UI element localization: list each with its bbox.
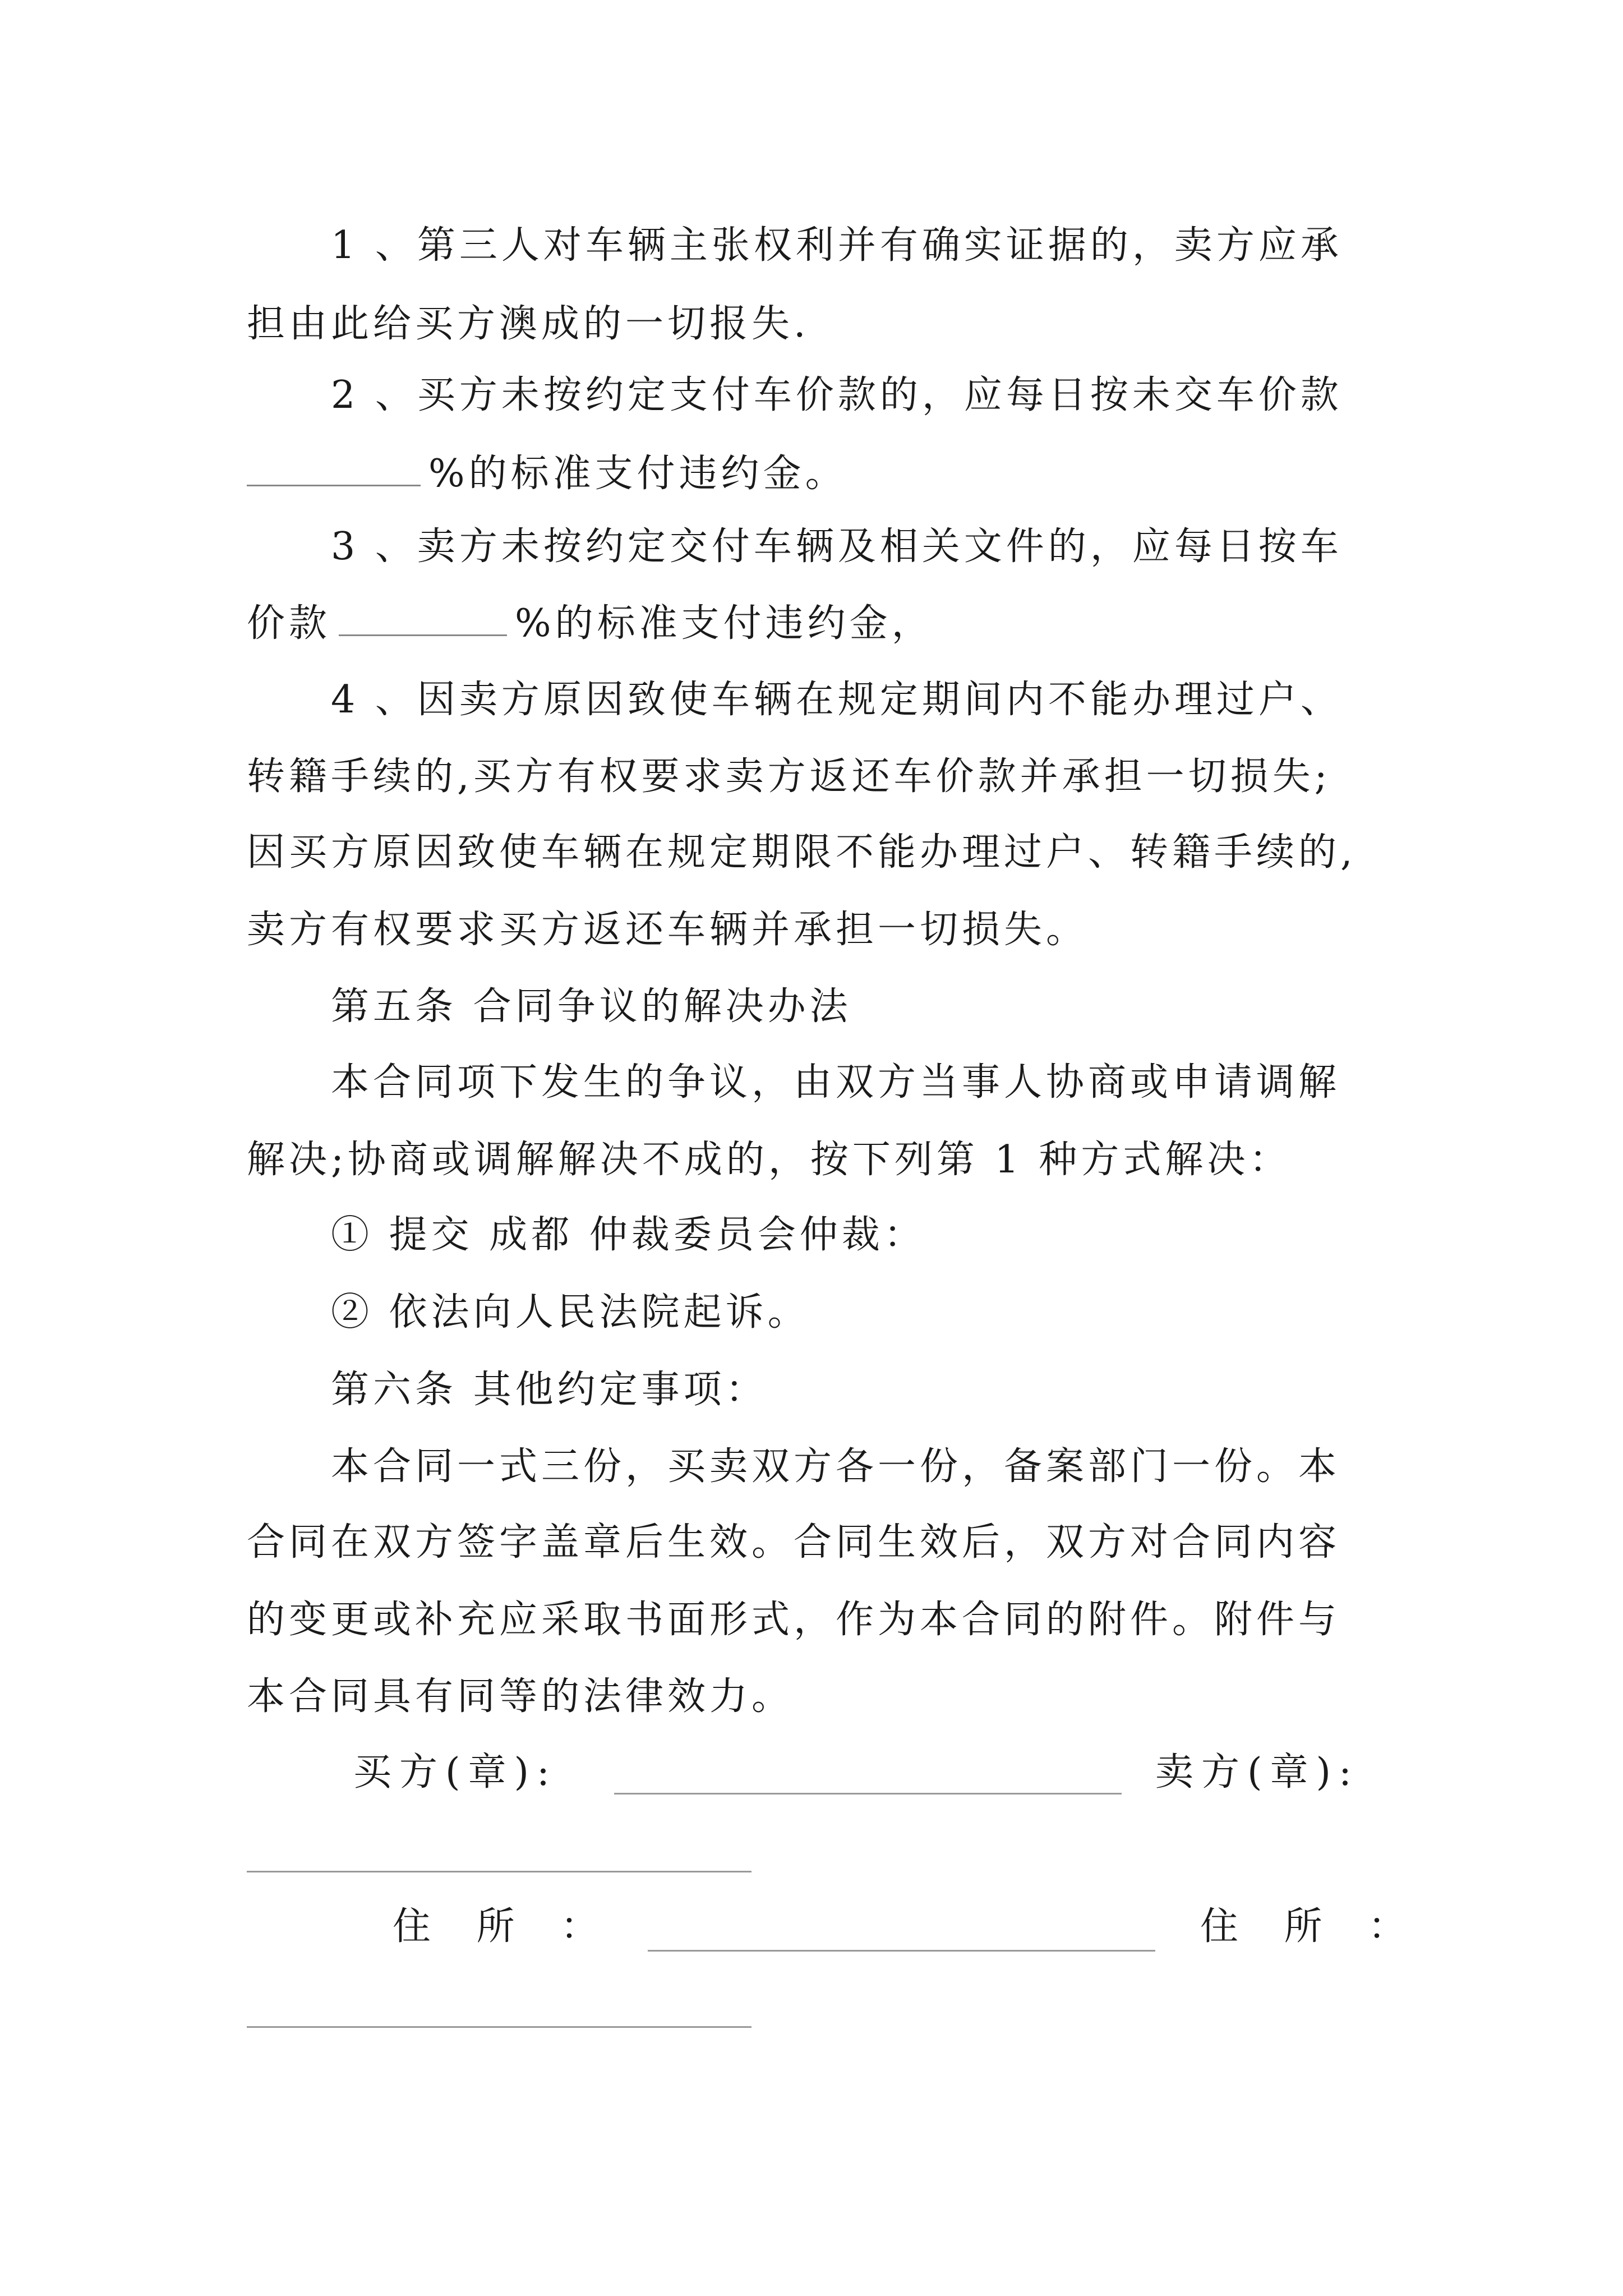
clause6-line1: 本合同一式三份，买卖双方各一份，备案部门一份。本 xyxy=(331,1444,1341,1489)
clause5-option1: ① 提交 成都 仲裁委员会仲裁： xyxy=(331,1213,926,1257)
item4-line1: 4 、因卖方原因致使车辆在规定期间内不能办理过户、 xyxy=(331,678,1343,722)
buyer-seal-line[interactable] xyxy=(614,1793,1122,1795)
buyer-seal-label: 买方(章): xyxy=(353,1750,557,1795)
clause6-line4: 本合同具有同等的法律效力。 xyxy=(247,1674,794,1719)
item3-suffix: %的标准支付违约金， xyxy=(515,601,934,646)
clause6-line3: 的变更或补充应采取书面形式，作为本合同的附件。附件与 xyxy=(247,1598,1341,1642)
item3-line2 xyxy=(247,601,934,646)
buyer-address-line[interactable] xyxy=(648,1950,1155,1952)
item2-line2 xyxy=(247,452,847,496)
item4-line2: 转籍手续的,买方有权要求卖方返还车价款并承担一切损失; xyxy=(247,754,1331,799)
seller-seal-label: 卖方(章): xyxy=(1155,1750,1359,1795)
clause5-title: 第五条 合同争议的解决办法 xyxy=(331,984,852,1029)
seller-address-line[interactable] xyxy=(247,2026,751,2028)
item1-line2: 担由此给买方澳成的一切报失. xyxy=(247,302,810,346)
item3-line1: 3 、卖方未按约定交付车辆及相关文件的，应每日按车 xyxy=(331,524,1343,569)
item4-line4: 卖方有权要求买方返还车辆并承担一切损失。 xyxy=(247,908,1089,952)
item1-line1: 1 、第三人对车辆主张权利并有确实证据的，卖方应承 xyxy=(331,223,1343,268)
item2-line1: 2 、买方未按约定支付车价款的，应每日按未交车价款 xyxy=(331,373,1343,417)
clause5-para-line1: 本合同项下发生的争议，由双方当事人协商或申请调解 xyxy=(331,1060,1341,1105)
seller-address-label: 住 所 ： xyxy=(1200,1904,1423,1949)
clause5-para-line2: 解决;协商或调解解决不成的，按下列第 1 种方式解决： xyxy=(247,1138,1292,1182)
penalty-rate-blank[interactable] xyxy=(247,457,421,486)
buyer-address-label: 住 所 ： xyxy=(393,1904,616,1949)
item4-line3: 因买方原因致使车辆在规定期限不能办理过户、转籍手续的, xyxy=(247,830,1357,875)
item2-suffix: %的标准支付违约金。 xyxy=(428,452,847,496)
seller-seal-line[interactable] xyxy=(247,1871,751,1872)
clause6-title: 第六条 其他约定事项： xyxy=(331,1368,768,1412)
clause6-line2: 合同在双方签字盖章后生效。合同生效后，双方对合同内容 xyxy=(247,1520,1341,1565)
item3-prefix: 价款 xyxy=(247,601,331,646)
delivery-penalty-blank[interactable] xyxy=(339,606,507,636)
clause5-option2: ② 依法向人民法院起诉。 xyxy=(331,1290,810,1335)
